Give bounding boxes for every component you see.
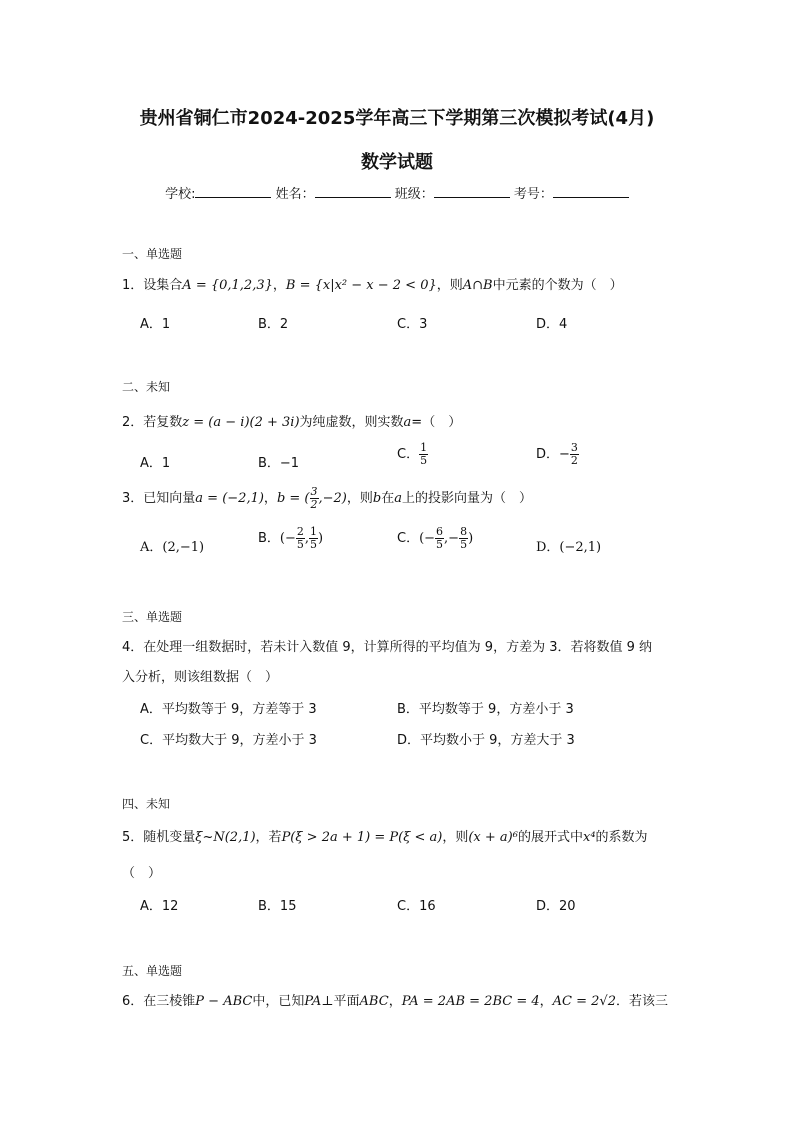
question-text: ，若: [255, 830, 282, 845]
math-vector-b: [276, 485, 347, 511]
option-a[interactable]: A．12: [140, 899, 179, 914]
question-number: 2．: [122, 415, 144, 430]
option-a[interactable]: [140, 536, 204, 555]
numerator: 6: [436, 525, 444, 538]
separator: ，: [272, 278, 286, 293]
question-text: 的展开式中: [517, 830, 583, 845]
number-label: 考号：: [513, 187, 553, 202]
denominator: 2: [570, 454, 578, 467]
option-label: B．: [258, 531, 280, 546]
student-info-row: [0, 183, 794, 202]
option-d[interactable]: [536, 536, 601, 555]
question-text: 中，已知: [252, 994, 305, 1009]
question-4-line-1: 4．在处理一组数据时，若未计入数值 9，计算所得的平均值为 9，方差为 3．若将数值 9 纳: [122, 640, 653, 655]
question-text: 在: [381, 491, 395, 506]
numerator: 8: [460, 525, 468, 538]
option-c[interactable]: C．平均数大于 9，方差小于 3: [140, 733, 317, 748]
math-variable: a: [403, 415, 412, 430]
option-a[interactable]: A．1: [140, 317, 171, 332]
option-d[interactable]: D．平均数小于 9，方差大于 3: [397, 733, 575, 748]
option-c[interactable]: [397, 442, 428, 467]
option-d[interactable]: D．4: [536, 317, 568, 332]
question-text: 中元素的个数为（ ）: [492, 278, 623, 293]
option-b[interactable]: [258, 526, 323, 551]
question-text: 已知向量: [143, 491, 196, 506]
name-label: 姓名：: [275, 187, 315, 202]
option-label: C．: [397, 531, 420, 546]
question-2: [122, 411, 461, 430]
numerator: 1: [310, 525, 318, 538]
name-field[interactable]: [315, 185, 391, 198]
vector-b-prefix: b = (: [276, 491, 310, 506]
math-probability: P(ξ > 2a + 1) = P(ξ < a): [281, 830, 443, 845]
question-4-line-2: 入分析，则该组数据（ ）: [122, 670, 279, 685]
question-number: 3．: [122, 491, 144, 506]
class-label: 班级：: [394, 187, 434, 202]
math-binomial: (x + a)⁶: [468, 830, 518, 845]
separator: ，: [539, 994, 553, 1009]
section-heading-4: 四、未知: [122, 797, 171, 811]
option-c[interactable]: [397, 526, 473, 551]
numerator: 2: [296, 525, 304, 538]
option-b[interactable]: B．2: [258, 317, 289, 332]
exam-subtitle: 数学试题: [361, 152, 433, 173]
denominator: 5: [460, 538, 468, 551]
fraction: [570, 442, 579, 467]
math-comma: ,: [304, 531, 310, 546]
option-text: A．(2,−1): [140, 540, 205, 555]
math-paren-close: ): [318, 531, 324, 546]
question-6: [122, 990, 668, 1009]
question-number: 6．: [122, 994, 144, 1009]
question-text: ，则: [442, 830, 469, 845]
question-number: 5．: [122, 830, 144, 845]
math-vector: b: [372, 491, 382, 506]
math-vector: a: [394, 491, 402, 506]
section-heading-1: 一、单选题: [122, 247, 183, 261]
math-equation: PA = 2AB = 2BC = 4: [401, 994, 540, 1009]
math-paren-open: (−: [419, 531, 436, 546]
question-text: 的系数为: [595, 830, 648, 845]
math-complex-expr: z = (a − i)(2 + 3i): [182, 415, 300, 430]
question-text: 若复数: [143, 415, 183, 430]
question-text: 设集合: [143, 278, 183, 293]
option-label: C．: [397, 447, 420, 462]
math-plane: ABC: [359, 994, 389, 1009]
question-1: [122, 274, 623, 293]
section-heading-3: 三、单选题: [122, 610, 183, 624]
option-text: D．(−2,1): [536, 540, 602, 555]
denominator: 5: [310, 538, 318, 551]
question-5: [122, 826, 648, 845]
option-a[interactable]: A．平均数等于 9，方差等于 3: [140, 702, 317, 717]
math-vector-a: a = (−2,1): [195, 491, 264, 506]
section-heading-2: 二、未知: [122, 380, 171, 394]
question-5-line-2: （ ）: [122, 866, 162, 881]
question-text: ．若该三: [615, 994, 668, 1009]
fraction: [419, 442, 428, 467]
section-heading-5: 五、单选题: [122, 964, 183, 978]
fraction: [435, 526, 444, 551]
question-text: ，则: [436, 278, 463, 293]
option-c[interactable]: C．3: [397, 317, 428, 332]
math-set-b: B = {x|x² − x − 2 < 0}: [285, 278, 437, 293]
question-text: 为纯虚数，则实数: [299, 415, 404, 430]
fraction: [296, 526, 305, 551]
option-a[interactable]: A．1: [140, 456, 171, 471]
denominator: 5: [420, 454, 428, 467]
math-paren-close: ): [468, 531, 474, 546]
number-field[interactable]: [553, 185, 629, 198]
denominator: 2: [310, 498, 318, 511]
question-3: [122, 486, 532, 511]
option-d[interactable]: [536, 442, 579, 467]
separator: ，: [263, 491, 277, 506]
question-text: ，则: [346, 491, 373, 506]
school-label: 学校:: [165, 187, 196, 202]
question-text: 在三棱锥: [143, 994, 196, 1009]
denominator: 5: [436, 538, 444, 551]
exam-title: 贵州省铜仁市2024-2025学年高三下学期第三次模拟考试(4月): [139, 108, 655, 129]
question-text: 上的投影向量为（ ）: [402, 491, 533, 506]
math-perpendicular: PA⊥: [304, 994, 334, 1009]
math-length: AC = 2√2: [552, 994, 616, 1009]
numerator: 3: [310, 485, 318, 498]
math-paren-open: (−: [279, 531, 296, 546]
fraction: [309, 526, 318, 551]
class-field[interactable]: [434, 185, 510, 198]
question-text: 随机变量: [143, 830, 196, 845]
math-pyramid: P − ABC: [195, 994, 253, 1009]
option-label: D．−: [536, 447, 570, 462]
option-b[interactable]: B．15: [258, 899, 297, 914]
question-text: =（ ）: [411, 415, 462, 430]
separator: ，: [388, 994, 402, 1009]
vector-b-suffix: ,−2): [318, 491, 347, 506]
option-d[interactable]: D．20: [536, 899, 576, 914]
option-b[interactable]: B．平均数等于 9，方差小于 3: [397, 702, 574, 717]
question-text: 平面: [333, 994, 360, 1009]
math-distribution: ξ~N(2,1): [195, 830, 256, 845]
math-comma: ,−: [444, 531, 460, 546]
math-intersection: A∩B: [462, 278, 493, 293]
option-c[interactable]: C．16: [397, 899, 436, 914]
denominator: 5: [296, 538, 304, 551]
option-b[interactable]: B．−1: [258, 456, 300, 471]
numerator: 3: [570, 441, 578, 454]
fraction: [459, 526, 468, 551]
fraction: [310, 486, 319, 511]
numerator: 1: [420, 441, 428, 454]
school-field[interactable]: [195, 185, 271, 198]
question-number: 1．: [122, 278, 144, 293]
math-set-a: A = {0,1,2,3}: [182, 278, 273, 293]
math-term: x⁴: [582, 830, 596, 845]
